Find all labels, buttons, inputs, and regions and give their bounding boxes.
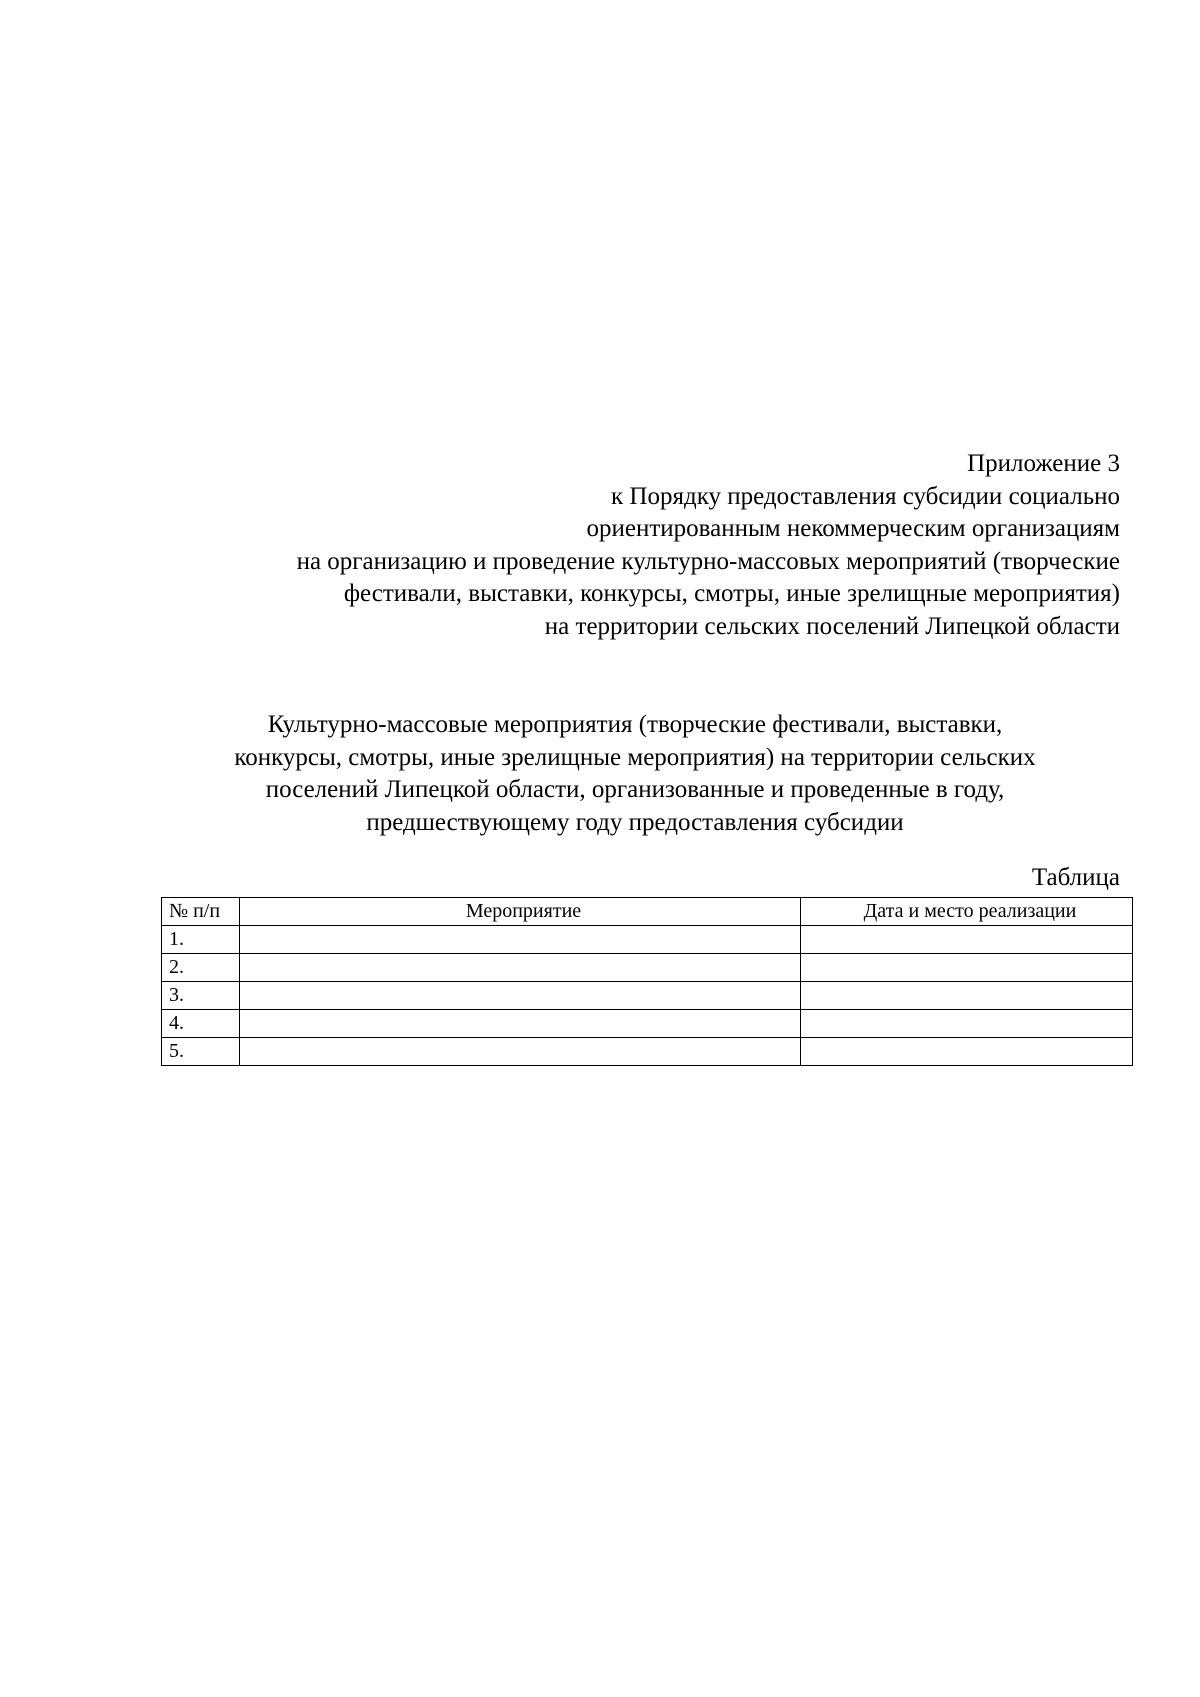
row-event (240, 1038, 801, 1066)
row-event (240, 982, 801, 1010)
title-line: поселений Липецкой области, организованные и проведенные в году, (265, 776, 1005, 803)
appendix-header (160, 448, 1120, 643)
row-event (240, 954, 801, 982)
row-date-place (801, 982, 1133, 1010)
table-row (162, 982, 1133, 1010)
row-number: 4. (162, 1010, 240, 1038)
row-event (240, 926, 801, 954)
appendix-line: ориентированным некоммерческим организациям (586, 515, 1120, 542)
events-table (161, 897, 1133, 1066)
row-date-place (801, 926, 1133, 954)
row-date-place (801, 1010, 1133, 1038)
table-header-row (162, 898, 1133, 926)
header-event: Мероприятие (240, 898, 801, 926)
row-number: 1. (162, 926, 240, 954)
appendix-line: на территории сельских поселений Липецкой области (544, 612, 1120, 640)
row-event (240, 1010, 801, 1038)
table-caption: Таблица (1031, 864, 1120, 891)
row-number: 3. (162, 982, 240, 1010)
table-row (162, 954, 1133, 982)
table-row (162, 1038, 1133, 1066)
header-number: № п/п (162, 898, 240, 926)
header-date-place: Дата и место реализации (801, 898, 1133, 926)
title-line: конкурсы, смотры, иные зрелищные мероприятия) на территории сельских (234, 743, 1036, 771)
title-line: предшествующему году предоставления субсидии (366, 808, 904, 836)
document-title (170, 709, 1100, 839)
title-line: Культурно-массовые мероприятия (творческие фестивали, выставки, (267, 711, 1003, 738)
appendix-line: к Порядку предоставления субсидии социально (611, 482, 1120, 510)
row-date-place (801, 954, 1133, 982)
row-number: 5. (162, 1038, 240, 1066)
row-number: 2. (162, 954, 240, 982)
appendix-line: на организацию и проведение культурно-массовых мероприятий (творческие (296, 547, 1120, 575)
appendix-line: фестивали, выставки, конкурсы, смотры, иные зрелищные мероприятия) (343, 580, 1120, 607)
row-date-place (801, 1038, 1133, 1066)
appendix-line: Приложение 3 (967, 450, 1120, 477)
table-row (162, 1010, 1133, 1038)
table-row (162, 926, 1133, 954)
